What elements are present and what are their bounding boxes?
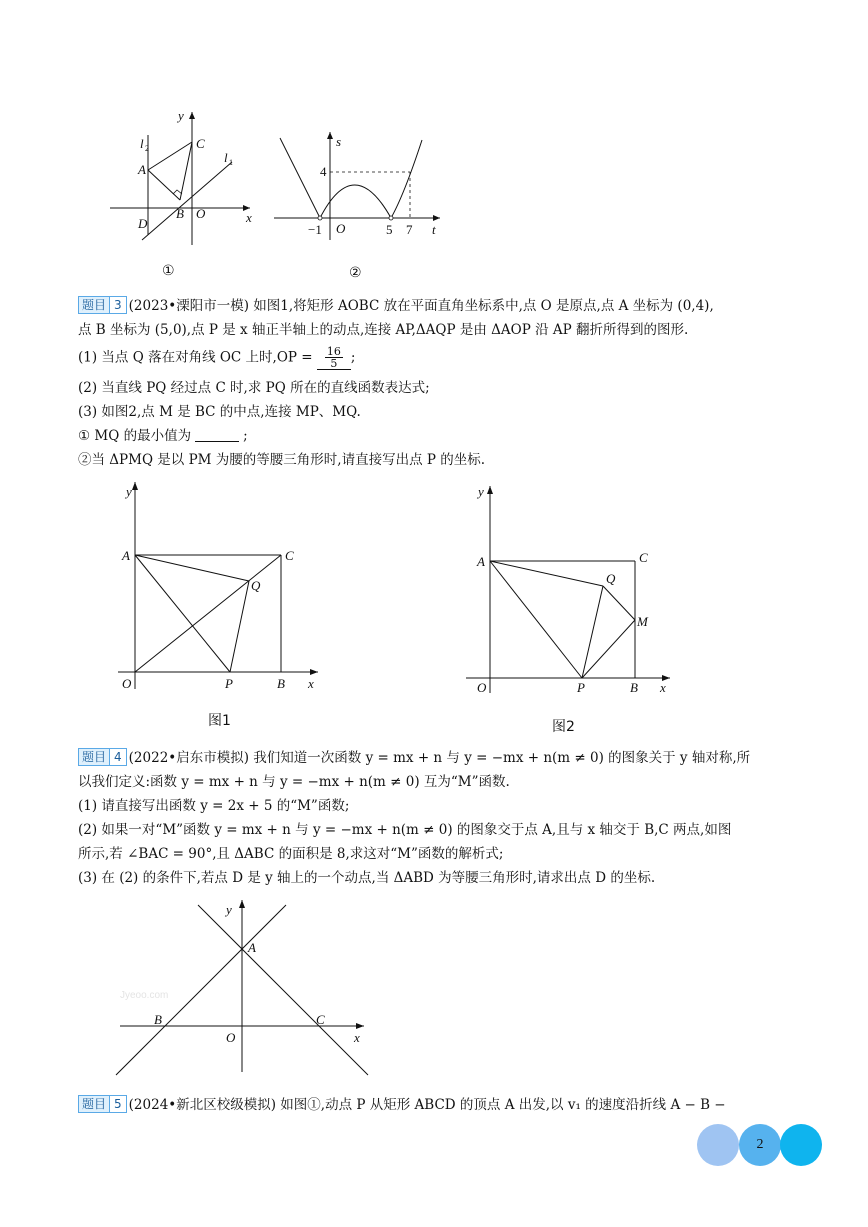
label-A: A [122, 548, 130, 563]
q3-line-3-pre: (1) 当点 Q 落在对角线 OC 上时,OP = [78, 349, 313, 366]
label-B: B [176, 206, 184, 221]
xtick-5: 5 [386, 222, 393, 237]
page-number: 2 [756, 1137, 764, 1152]
label-C: C [285, 548, 294, 563]
label-y: y [478, 484, 484, 499]
label-t: t [432, 222, 436, 237]
q3-badge: 题目 3 [78, 296, 127, 314]
figure-top-left [100, 100, 270, 290]
ytick-4: 4 [320, 164, 327, 179]
q3-line-7: ②当 ΔPMQ 是以 PM 为腰的等腰三角形时,请直接写出点 P 的坐标. [78, 452, 486, 468]
figure-1-svg [108, 474, 338, 704]
figure-top-right-caption: ② [349, 265, 362, 281]
label-C: C [639, 550, 648, 565]
label-x: x [354, 1030, 360, 1045]
label-A: A [138, 162, 146, 177]
q4-badge: 题目 4 [78, 748, 127, 766]
label-y: y [178, 108, 184, 123]
label-O: O [226, 1030, 236, 1045]
figure-2 [464, 478, 694, 738]
label-B: B [277, 676, 285, 691]
label-x: x [308, 676, 314, 691]
label-O: O [196, 206, 206, 221]
q5-number: 5 [109, 1096, 126, 1112]
q3-line-1-text: (2023•溧阳市一模) 如图1,将矩形 AOBC 放在平面直角坐标系中,点 O 是原点,点 A 坐标为 (0,4), [128, 298, 714, 314]
label-B: B [154, 1012, 162, 1027]
q5-badge: 题目 5 [78, 1095, 127, 1113]
q4-line-1-text: (2022•启东市模拟) 我们知道一次函数 y = mx + n 与 y = −mx + n(m ≠ 0) 的图象关于 y 轴对称,所 [128, 750, 751, 766]
label-y: y [226, 902, 232, 917]
label-l1-sub: 1 [229, 158, 233, 167]
q3-line-3-post: ; [350, 349, 356, 366]
watermark: Jyeoo.com [120, 990, 169, 1001]
figure-top-left-svg [100, 100, 270, 250]
label-O: O [122, 676, 132, 691]
figure-top-left-caption: ① [162, 263, 175, 279]
label-s: s [336, 134, 342, 149]
label-D: D [138, 216, 148, 231]
xtick-minus1: −1 [308, 222, 322, 237]
q3-number: 3 [109, 297, 126, 313]
label-C: C [316, 1012, 325, 1027]
q3-answer-fraction: $\frac{16}{5}$ [326, 345, 341, 370]
label-P: P [577, 680, 585, 695]
label-x: x [246, 210, 252, 225]
label-Q: Q [251, 578, 261, 593]
label-Q: Q [606, 571, 616, 586]
q4-line-3: (1) 请直接写出函数 y = 2x + 5 的“M”函数; [78, 798, 350, 814]
q4-number: 4 [109, 749, 126, 765]
page-circle-mid [739, 1124, 781, 1166]
q3-line-2: 点 B 坐标为 (5,0),点 P 是 x 轴正半轴上的动点,连接 AP,ΔAQP 是由 ΔAOP 沿 AP 翻折所得到的图形. [78, 322, 689, 338]
q5-line-1-text: (2024•新北区校级模拟) 如图①,动点 P 从矩形 ABCD 的顶点 A 出发,以 v₁ 的速度沿折线 A − B − [128, 1097, 726, 1113]
label-C: C [196, 136, 205, 151]
q3-blank-2 [195, 429, 239, 442]
label-l1: l [224, 150, 228, 165]
figure-3-svg [110, 894, 370, 1084]
q3-line-3 [78, 346, 818, 370]
q5-line-1 [78, 1095, 818, 1115]
figure-2-caption: 图2 [552, 719, 575, 735]
label-P: P [225, 676, 233, 691]
label-l2-sub: 2 [145, 144, 149, 153]
label-x: x [660, 680, 666, 695]
q3-line-6-pre: ① MQ 的最小值为 [78, 428, 192, 444]
xtick-7: 7 [406, 222, 413, 237]
figure-top-right-svg [272, 100, 452, 250]
label-B: B [630, 680, 638, 695]
figure-top-right [272, 100, 452, 290]
q3-line-4: (2) 当直线 PQ 经过点 C 时,求 PQ 所在的直线函数表达式; [78, 380, 430, 396]
label-M: M [637, 614, 648, 629]
label-y: y [126, 484, 132, 499]
q3-line-6-post: ; [243, 428, 248, 444]
label-O: O [336, 221, 346, 236]
label-O: O [477, 680, 487, 695]
page-circle-dark [780, 1124, 822, 1166]
label-l2: l [140, 136, 144, 151]
q3-line-1 [78, 296, 818, 316]
q3-line-6 [78, 426, 818, 446]
q4-line-6: (3) 在 (2) 的条件下,若点 D 是 y 轴上的一个动点,当 ΔABD 为等腰三角形时,请求出点 D 的坐标. [78, 870, 656, 886]
figure-3 [110, 894, 370, 1084]
figure-2-svg [464, 478, 694, 708]
q4-line-1 [78, 748, 818, 768]
label-A: A [477, 554, 485, 569]
page-circle-light [697, 1124, 739, 1166]
label-A: A [248, 940, 256, 955]
q4-line-5: 所示,若 ∠BAC = 90°,且 ΔABC 的面积是 8,求这对“M”函数的解析式; [78, 846, 504, 862]
q4-line-2: 以我们定义:函数 y = mx + n 与 y = −mx + n(m ≠ 0) 互为“M”函数. [78, 774, 510, 790]
figure-1-caption: 图1 [208, 713, 231, 729]
q3-line-5: (3) 如图2,点 M 是 BC 的中点,连接 MP、MQ. [78, 404, 361, 420]
q3-answer-blank [317, 346, 351, 370]
q4-line-4: (2) 如果一对“M”函数 y = mx + n 与 y = −mx + n(m ≠ 0) 的图象交于点 A,且与 x 轴交于 B,C 两点,如图 [78, 822, 732, 838]
figure-1 [108, 474, 338, 734]
